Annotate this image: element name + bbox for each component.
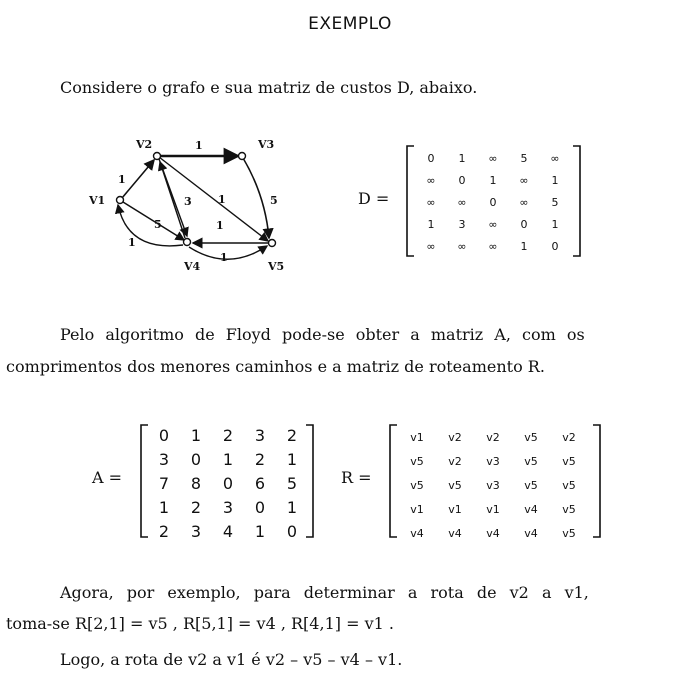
matrix-d-cell: 1	[458, 152, 466, 165]
example-paragraph-line3: Logo, a rota de v2 a v1 é v2 – v5 – v4 – v1.	[60, 650, 403, 669]
matrix-a-cell: 0	[254, 498, 266, 517]
matrix-d-cell: ∞	[426, 174, 436, 187]
edge-weight-v4-v1: 1	[128, 236, 136, 249]
floyd-paragraph-line1: Pelo algoritmo de Floyd pode-se obter a matriz A, com os	[60, 325, 585, 344]
matrix-a-cell: 1	[286, 498, 298, 517]
matrix-a-cell: 0	[222, 474, 234, 493]
matrix-d-cell: ∞	[457, 196, 467, 209]
matrix-d-cell: ∞	[457, 240, 467, 253]
intro-paragraph: Considere o grafo e sua matriz de custos D, abaixo.	[60, 78, 478, 97]
example-paragraph-line1: Agora, por exemplo, para determinar a rota de v2 a v1,	[60, 583, 589, 602]
page-title: EXEMPLO	[308, 14, 392, 34]
matrix-d-cell: 5	[520, 152, 528, 165]
matrix-r-cell: v5	[524, 455, 538, 468]
matrix-d-label: D =	[358, 189, 390, 208]
matrix-a-cell: 2	[190, 498, 202, 517]
matrix-r-cell: v3	[486, 455, 500, 468]
matrix-r-cell: v1	[410, 503, 424, 516]
matrix-a-cell: 7	[158, 474, 170, 493]
matrix-d-cell: 1	[551, 174, 559, 187]
example-paragraph-line2: toma-se R[2,1] = v5 , R[5,1] = v4 , R[4,1] = v1 .	[6, 614, 394, 633]
matrix-r-cell: v4	[524, 503, 538, 516]
matrix-r-cell: v2	[486, 431, 500, 444]
matrix-d-cell: ∞	[426, 196, 436, 209]
matrix-r-cell: v5	[562, 479, 576, 492]
matrix-r-cell: v2	[448, 431, 462, 444]
matrix-d-cell: ∞	[426, 240, 436, 253]
matrix-a-cell: 8	[190, 474, 202, 493]
matrix-r-cell: v1	[410, 431, 424, 444]
matrix-a-cell: 6	[254, 474, 266, 493]
matrix-r-label: R =	[341, 468, 372, 487]
matrix-d-cell: ∞	[519, 196, 529, 209]
floyd-paragraph-line2: comprimentos dos menores caminhos e a matriz de roteamento R.	[6, 357, 545, 376]
matrix-d-cell: ∞	[488, 218, 498, 231]
matrix-r-cell: v1	[448, 503, 462, 516]
matrix-a-cell: 3	[254, 426, 266, 445]
matrix-r-cell: v5	[410, 455, 424, 468]
node-label-v3: V3	[258, 138, 275, 151]
matrix-d-cell: 0	[551, 240, 559, 253]
matrix-a-cell: 2	[222, 426, 234, 445]
matrix-a-cell: 3	[158, 450, 170, 469]
matrix-r-cell: v2	[448, 455, 462, 468]
matrix-a-right-bracket	[306, 425, 313, 537]
matrix-a-cell: 4	[222, 522, 234, 541]
matrix-r-cell: v5	[524, 431, 538, 444]
matrix-r-cell: v5	[524, 479, 538, 492]
edge-weight-v4-v5: 1	[220, 251, 228, 264]
matrix-a-cell: 5	[286, 474, 298, 493]
matrix-d-cell: ∞	[488, 240, 498, 253]
edge-weight-v2-v3: 1	[195, 139, 203, 152]
matrix-a-cell: 3	[222, 498, 234, 517]
matrix-a-cell: 1	[190, 426, 202, 445]
matrix-d-right-bracket	[573, 146, 580, 256]
matrix-r-cell: v4	[410, 527, 424, 540]
matrix-r-cell: v5	[448, 479, 462, 492]
edge-weight-v2-v5: 1	[218, 193, 226, 206]
matrix-r-cell: v5	[562, 503, 576, 516]
matrix-a-cell: 0	[158, 426, 170, 445]
matrix-a-label: A =	[92, 468, 123, 487]
matrix-d-cell: 0	[427, 152, 435, 165]
matrix-a-left-bracket	[141, 425, 148, 537]
edge-weight-v2-v4: 1	[216, 219, 224, 232]
matrix-a-cell: 1	[222, 450, 234, 469]
matrix-r-cell: v5	[562, 455, 576, 468]
matrix-d-cell: 0	[489, 196, 497, 209]
edge-weight-v1-v2: 1	[118, 173, 126, 186]
edge-weight-v4-v2: 3	[184, 195, 192, 208]
node-label-v4: V4	[184, 260, 201, 273]
matrix-r-cell: v4	[486, 527, 500, 540]
matrix-d-cell: 1	[551, 218, 559, 231]
matrix-d-left-bracket	[407, 146, 414, 256]
node-label-v5: V5	[268, 260, 285, 273]
matrix-d-cell: 0	[458, 174, 466, 187]
matrix-a-cell: 2	[254, 450, 266, 469]
matrix-d-cell: ∞	[519, 174, 529, 187]
matrix-a-cell: 0	[190, 450, 202, 469]
matrix-d-cell: 3	[458, 218, 466, 231]
matrix-r-cell: v4	[524, 527, 538, 540]
matrix-r-right-bracket	[593, 425, 600, 537]
edge-weight-v3-v5: 5	[270, 194, 278, 207]
matrix-d-cell: 1	[427, 218, 435, 231]
matrix-a-cell: 1	[158, 498, 170, 517]
matrix-d-cell: 0	[520, 218, 528, 231]
matrix-d-cell: 1	[520, 240, 528, 253]
matrix-a-cell: 3	[190, 522, 202, 541]
matrix-r-cell: v1	[486, 503, 500, 516]
matrix-r-cell: v2	[562, 431, 576, 444]
matrix-a-cell: 2	[158, 522, 170, 541]
matrix-d-cell: ∞	[488, 152, 498, 165]
matrix-a-cell: 1	[254, 522, 266, 541]
edge-weight-v1-v4: 5	[154, 218, 162, 231]
matrix-r-cell: v4	[448, 527, 462, 540]
matrix-a-cell: 0	[286, 522, 298, 541]
matrix-r-cell: v3	[486, 479, 500, 492]
matrix-d-cell: 1	[489, 174, 497, 187]
matrix-a-cell: 2	[286, 426, 298, 445]
matrix-r-cell: v5	[562, 527, 576, 540]
node-label-v2: V2	[136, 138, 153, 151]
matrix-r-left-bracket	[390, 425, 397, 537]
matrix-a-cell: 1	[286, 450, 298, 469]
matrix-r-cell: v5	[410, 479, 424, 492]
matrix-d-cell: ∞	[550, 152, 560, 165]
node-label-v1: V1	[89, 194, 106, 207]
matrix-d-cell: 5	[551, 196, 559, 209]
